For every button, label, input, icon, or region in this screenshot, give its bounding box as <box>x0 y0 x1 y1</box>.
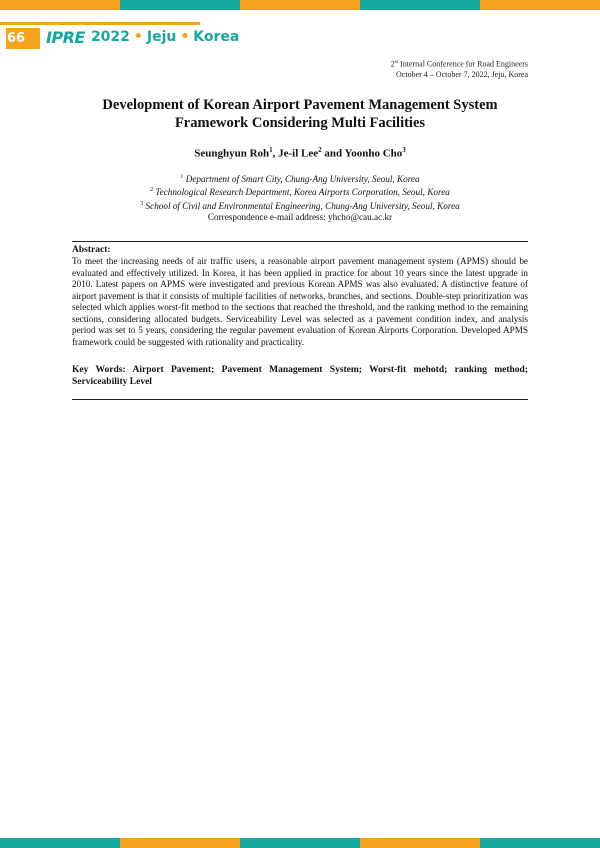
affiliation-sup: 2 <box>150 187 154 194</box>
page-number: 66 <box>6 31 26 46</box>
title-line: Development of Korean Airport Pavement Management System <box>102 97 498 113</box>
bottom-color-bar <box>0 838 600 848</box>
affiliation-sup: 1 <box>180 174 184 180</box>
bottom-bar-segment <box>0 838 120 848</box>
author-sup: 2 <box>318 146 322 154</box>
bottom-bar-segment <box>240 838 360 848</box>
author-separator: , <box>272 147 279 160</box>
conference-name-line <box>391 58 528 70</box>
affiliation <box>60 172 540 185</box>
page-header <box>0 22 600 52</box>
dot-icon: • <box>133 29 143 45</box>
bottom-bar-segment <box>480 838 600 848</box>
affiliation-text: Department of Smart City, Chung-Ang University, Seoul, Korea <box>185 174 420 185</box>
author-name: Seunghyun Roh <box>194 147 270 160</box>
bottom-bar-segment <box>360 838 480 848</box>
abstract-heading: Abstract: <box>72 245 111 255</box>
correspondence: Correspondence e-mail address: yhcho@cau.ac.kr <box>207 211 393 222</box>
top-bar-segment <box>360 0 480 10</box>
logo-country: Korea <box>193 29 240 45</box>
author-sup: 1 <box>269 146 273 154</box>
conference-logo <box>46 26 239 48</box>
author-and: and <box>321 147 345 160</box>
affiliation <box>60 185 540 198</box>
keywords: Key Words: Airport Pavement; Pavement Management System; Worst-fit mehotd; ranking method; Serviceability Level <box>72 365 528 387</box>
conference-name: Internal Conference for Road Engineers <box>400 59 528 69</box>
abstract-bottom-rule <box>72 399 528 400</box>
abstract-text: To meet the increasing needs of air traffic users, a reasonable airport pavement management system (APMS) should be evaluated and effectively utilized. In Korea, it has been applied in practice for about 10 years since the latest upgrade in 2010. Latest papers on APMS were investigated and previous Korean APMS was also evaluated. A distinctive feature of airport pavement is that it consists of multiple facilities of networks, branches, and sections. Double-step prioritization was selected which applies worst-fit method to the sections that reached the threshold, and the ranking method to the remaining sections, considering allocated budgets. Serviceability Level was selected as a pavement condition index, and analysis period was set to 5 years, considering the regular pavement evaluation of Korean Airports Corporation. Developed APMS framework could be suggested with rationality and practicality. <box>72 256 528 347</box>
title-line: Framework Considering Multi Facilities <box>174 115 426 131</box>
conference-ordinal-suffix: st <box>394 60 399 65</box>
conference-ordinal: 2 <box>390 59 395 69</box>
affiliations <box>60 172 540 223</box>
paper-title <box>60 96 540 132</box>
author-sup: 3 <box>402 146 406 154</box>
author-name: Yoonho Cho <box>344 147 403 160</box>
affiliation <box>60 199 540 212</box>
conference-info <box>391 58 528 80</box>
logo-mark: IPRE <box>46 27 85 47</box>
author-list <box>60 146 540 160</box>
affiliation-sup: 3 <box>140 200 144 207</box>
logo-year: 2022 <box>90 29 130 45</box>
top-bar-segment <box>240 0 360 10</box>
abstract-top-rule <box>72 241 528 242</box>
affiliation-text: School of Civil and Environmental Engineering, Chung-Ang University, Seoul, Korea <box>145 200 460 211</box>
top-bar-segment <box>0 0 120 10</box>
top-bar-segment <box>120 0 240 10</box>
author-name: Je-il Lee <box>278 147 319 160</box>
dot-icon: • <box>180 29 190 45</box>
top-bar-segment <box>480 0 600 10</box>
bottom-bar-segment <box>120 838 240 848</box>
logo-city: Jeju <box>146 29 177 45</box>
conference-dates: October 4 – October 7, 2022, Jeju, Korea <box>396 69 528 79</box>
page-number-badge <box>6 28 40 49</box>
top-color-bar <box>0 0 600 10</box>
affiliation-text: Technological Research Department, Korea Airports Corporation, Seoul, Korea <box>155 187 450 198</box>
header-rule <box>0 22 200 25</box>
